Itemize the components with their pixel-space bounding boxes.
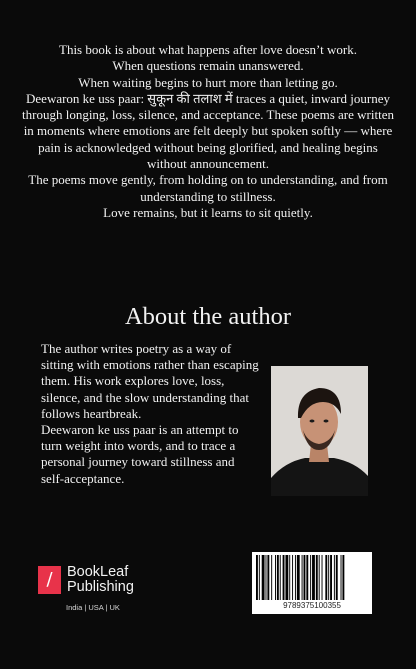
- barcode-bar: [310, 555, 311, 600]
- author-portrait-icon: [271, 366, 368, 496]
- blurb-line: Love remains, but it learns to sit quietly.: [103, 204, 313, 220]
- publisher-logo: [38, 566, 168, 616]
- author-bio-paragraph: The author writes poetry as a way of sitting with emotions rather than escaping them. His work explores love, loss, silence, and the slow understanding that follows heartbreak.: [41, 341, 259, 421]
- barcode-bar: [297, 555, 300, 600]
- isbn-number: 9789375100355: [283, 601, 341, 610]
- barcode-bar: [259, 555, 260, 600]
- barcode-bar: [336, 555, 338, 600]
- barcode-bar: [271, 555, 272, 600]
- barcode-bar: [280, 555, 281, 600]
- barcode-bar: [295, 555, 296, 600]
- barcode-bar: [267, 555, 269, 600]
- author-photo: [271, 366, 368, 496]
- blurb-line: When questions remain unanswered.: [112, 58, 304, 74]
- barcode-bar: [319, 555, 320, 600]
- barcode-bar: [334, 555, 335, 600]
- blurb-line: The poems move gently, from holding on to understanding, and from understanding to stillness.: [28, 172, 388, 204]
- barcode-bar: [285, 555, 288, 600]
- barcode-bar: [289, 555, 290, 600]
- book-blurb: [20, 42, 396, 221]
- barcode-bar: [306, 555, 308, 600]
- blurb-line: This book is about what happens after love doesn’t work.: [59, 42, 357, 57]
- barcode-bar: [292, 555, 293, 600]
- barcode-bar: [316, 555, 318, 600]
- bookleaf-logo-icon: /: [38, 566, 61, 594]
- barcode-bar: [328, 555, 329, 600]
- barcode-icon: [255, 555, 369, 600]
- barcode-bar: [266, 555, 267, 600]
- barcode-bar: [342, 555, 344, 600]
- barcode-bar: [277, 555, 279, 600]
- publisher-name-line1: BookLeaf: [67, 564, 129, 580]
- barcode-bar: [275, 555, 276, 600]
- barcode-bar: [256, 555, 258, 600]
- author-bio: [41, 341, 259, 487]
- publisher-name: [67, 565, 134, 595]
- publisher-name-line2: Publishing: [67, 579, 134, 595]
- barcode-bar: [325, 555, 327, 600]
- barcode-bar: [330, 555, 332, 600]
- author-bio-paragraph: Deewaron ke uss paar is an attempt to turn weight into words, and to trace a personal journey toward stillness and self-acceptance.: [41, 422, 239, 486]
- barcode-bar: [262, 555, 265, 600]
- barcode-bar: [302, 555, 303, 600]
- barcode-bar: [322, 555, 323, 600]
- blurb-line: When waiting begins to hurt more than letting go.: [78, 74, 338, 90]
- barcode-bar: [283, 555, 285, 600]
- barcode-bar: [312, 555, 315, 600]
- isbn-barcode: [252, 552, 372, 614]
- barcode-bar: [341, 555, 342, 600]
- publisher-regions: India | USA | UK: [66, 603, 120, 612]
- author-heading: About the author: [124, 303, 292, 330]
- blurb-line: Deewaron ke uss paar: सुकून की तलाश में traces a quiet, inward journey through longing, loss, silence, and acceptance. These poems are written in moments where emotions are felt deeply but spoken softly — where pain is acknowledged without being glorified, and healing begins without announcement.: [22, 90, 394, 172]
- barcode-bar: [304, 555, 306, 600]
